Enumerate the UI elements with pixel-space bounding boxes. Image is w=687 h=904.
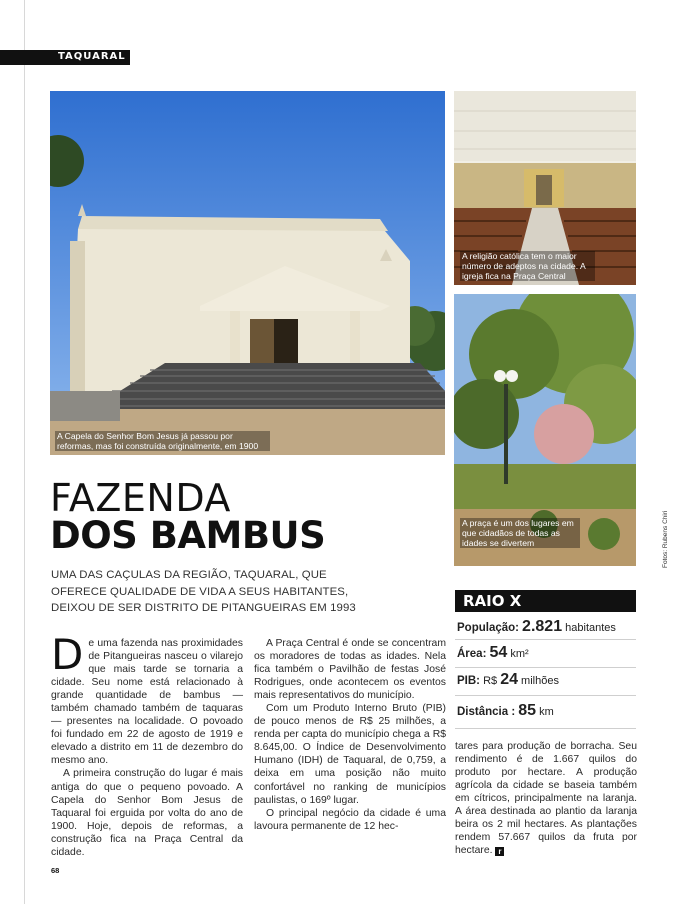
paragraph-5-start: O principal negócio da cidade é uma lavoura permanente de 12 hec-: [254, 807, 446, 832]
raio-x-title: RAIO X: [463, 592, 522, 610]
church-caption: A religião católica tem o maior número de adeptos na cidade. A igreja fica na Praça Central: [460, 251, 595, 281]
stat-value: 2.821: [522, 618, 563, 635]
paragraph-5-end-text: tares para produção de borracha. Seu rendimento é de 1.667 quilos do produto por hectare. A produção agrícola da cidade se baseia também em cítricos, principalmente na laranja. A área destinada ao plantio da laranja beira os 2 mil hectares. As plantações rendem 57.667 quilos da fruta por hectare.: [455, 741, 637, 857]
paragraph-2: A primeira construção do lugar é mais antiga do que o pequeno povoado. A Capela do Senhor Bom Jesus de Taquaral foi erguida por volta do ano de 1900. Hoje, depois de reformas, a construção fica na Praça Central da cidade.: [51, 768, 243, 858]
stat-label: População:: [457, 622, 519, 634]
paragraph-1-text: e uma fazenda nas proximidades de Pitangueiras nasceu o vilarejo que mais tarde se tornaria a cidade. Seu nome está relacionado à grande quantidade de bambus — também chamado também de taquaras — presentes na localidade. O povoado foi fundado em 22 de agosto de 1919 e elevado a distrito em 11 de dezembro do mesmo ano.: [51, 638, 243, 767]
article-column-3: [455, 740, 637, 857]
section-tag-label: TAQUARAL: [58, 51, 126, 62]
stat-unit: habitantes: [565, 622, 616, 634]
stat-label: PIB:: [457, 675, 480, 687]
church-interior-photo: [454, 91, 636, 285]
article-column-2: [254, 637, 446, 833]
page-number: 68: [51, 866, 60, 875]
stat-populacao: [457, 618, 637, 636]
stat-pib: [457, 671, 637, 689]
end-mark-icon: r: [495, 847, 504, 856]
headline-line-2: DOS BAMBUS: [50, 514, 326, 557]
divider: [455, 695, 636, 696]
paragraph-4: Com um Produto Interno Bruto (PIB) de pouco menos de R$ 25 milhões, a renda per capta do município chega a R$ 8.645,00. O Índice de Desenvolvimento Humano (IDH) de Taquaral, de 0,759, a deixa em uma posição não muito confortável no ranking de municípios paulistas, o 169º lugar.: [254, 703, 446, 806]
stat-label: Área:: [457, 648, 487, 660]
divider: [455, 667, 636, 668]
raio-x-header: [455, 590, 636, 612]
stat-value: 54: [489, 644, 508, 661]
stat-area: [457, 644, 637, 662]
chapel-caption: A Capela do Senhor Bom Jesus já passou por reformas, mas foi construída originalmente, em 1900: [55, 431, 270, 451]
stat-unit: km²: [510, 648, 529, 660]
square-caption: A praça é um dos lugares em que cidadãos de todas as idades se divertem: [460, 518, 580, 548]
margin-rule: [24, 0, 25, 904]
stat-value: 24: [500, 671, 518, 688]
headline-line-1: FAZENDA: [50, 476, 231, 520]
stat-value: 85: [518, 702, 537, 719]
paragraph-5-end: [455, 740, 637, 857]
paragraph-3: A Praça Central é onde se concentram os moradores de todas as idades. Nela fica também o Pavilhão de festas José Rodrigues, onde acontecem os eventos mais representativos do município.: [254, 638, 446, 702]
article-column-1: [51, 630, 243, 859]
section-tag: [0, 50, 130, 65]
photo-credit: Fotos: Rubens Chiri: [662, 510, 669, 568]
stat-distancia: [457, 702, 637, 720]
chapel-photo: [50, 91, 445, 455]
stat-unit: milhões: [521, 675, 559, 687]
subtitle: UMA DAS CAÇULAS DA REGIÃO, TAQUARAL, QUE OFERECE QUALIDADE DE VIDA A SEUS HABITANTES, DEIXOU DE SER DISTRITO DE PITANGUEIRAS EM 1993: [51, 569, 356, 614]
stat-unit: km: [539, 706, 554, 718]
paragraph-1: [51, 630, 243, 767]
stat-prefix: R$: [483, 675, 498, 687]
divider: [455, 639, 636, 640]
square-photo: [454, 294, 636, 566]
drop-cap: D: [51, 630, 84, 679]
stat-label: Distância :: [457, 706, 516, 718]
divider: [455, 728, 636, 729]
